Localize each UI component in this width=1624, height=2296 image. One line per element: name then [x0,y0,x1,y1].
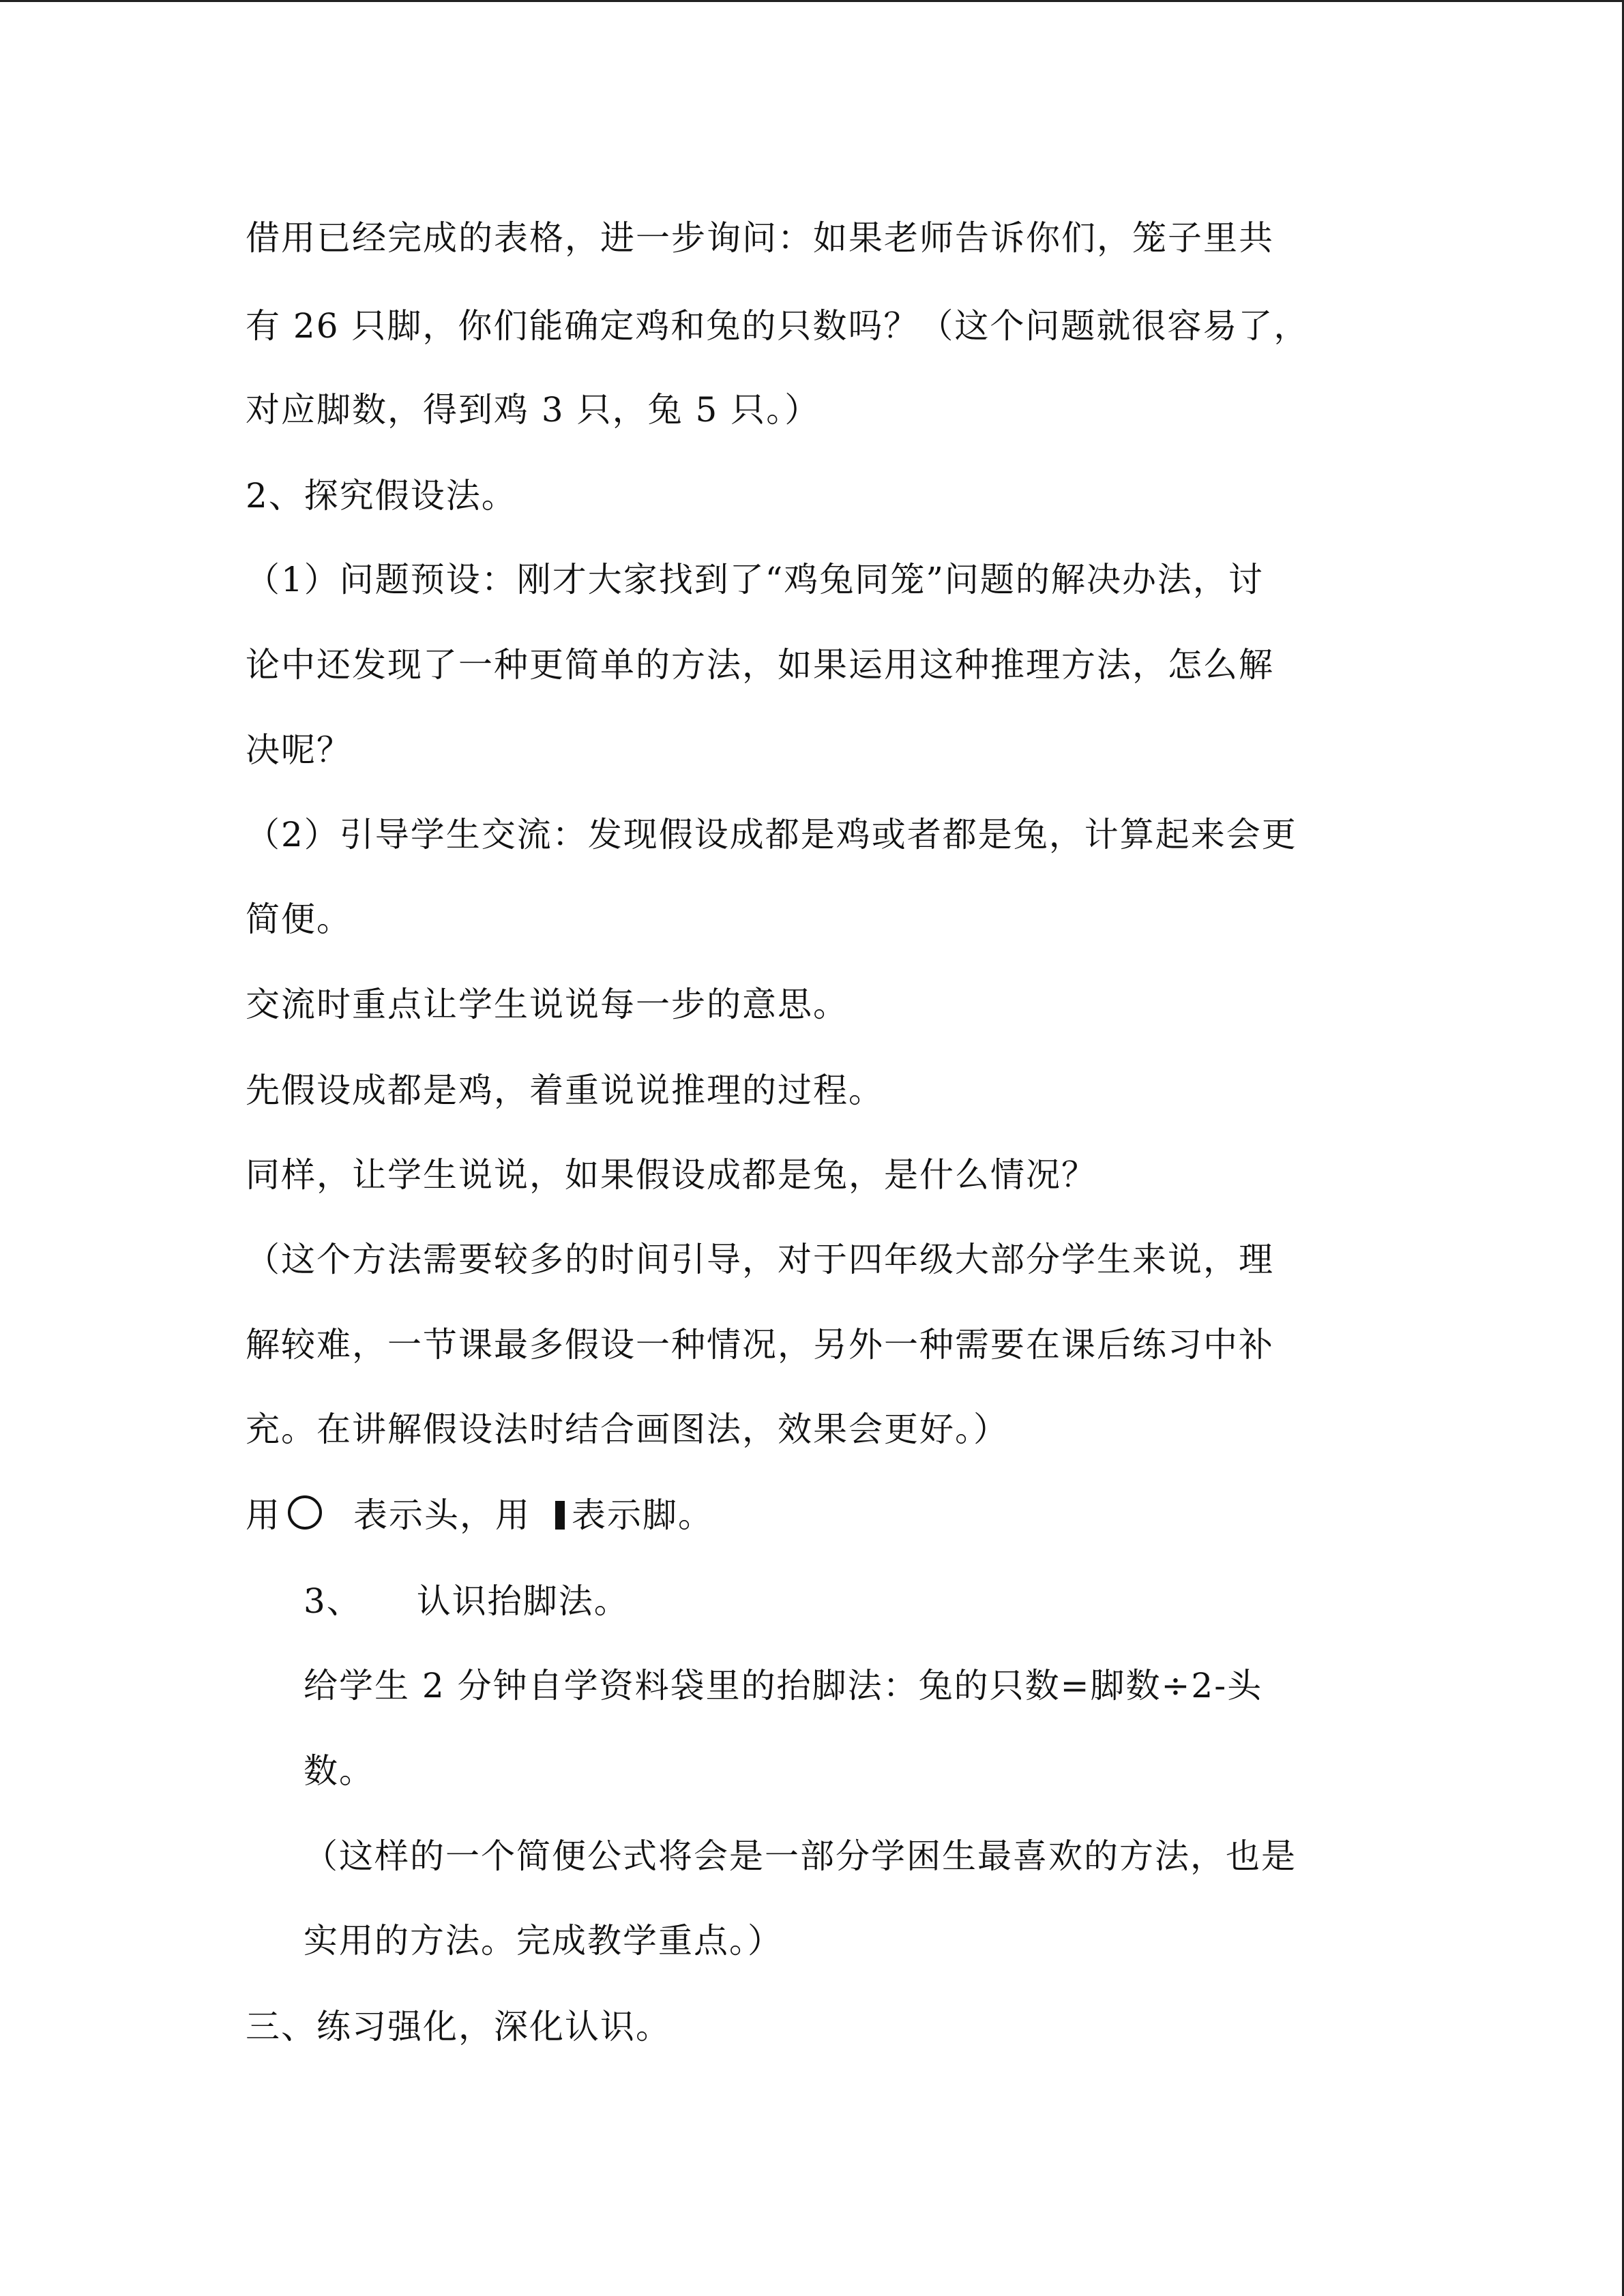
text-line: 先假设成都是鸡，着重说说推理的过程。 [246,1071,884,1110]
top-border [0,0,1624,2]
text-line: 论中还发现了一种更简单的方法，如果运用这种推理方法，怎么解 [246,645,1274,685]
head-symbol-text: 表示头，用 [353,1495,531,1535]
section-3-heading [304,1579,630,1623]
foot-symbol-text: 表示脚。 [572,1495,713,1535]
text-line: 决呢？ [246,730,352,770]
text-line: 解较难，一节课最多假设一种情况，另外一种需要在课后练习中补 [246,1325,1274,1365]
symbol-legend-line [246,1493,713,1537]
text-line: 数。 [304,1751,374,1791]
text-line: 同样，让学生说说，如果假设成都是兔，是什么情况？ [246,1155,1097,1195]
section-3-title: 认识抬脚法。 [416,1581,630,1621]
text-line: 借用已经完成的表格，进一步询问：如果老师告诉你们，笼子里共 [246,218,1274,258]
foot-bar-icon [555,1501,565,1530]
text-line: （1）问题预设：刚才大家找到了“鸡兔同笼”问题的解决办法，讨 [246,560,1264,599]
symbol-prefix: 用 [246,1495,281,1535]
text-line: （2）引导学生交流：发现假设成都是鸡或者都是兔，计算起来会更 [246,815,1297,854]
text-line: 给学生 2 分钟自学资料袋里的抬脚法：兔的只数=脚数÷2-头 [304,1666,1263,1705]
text-line: 充。在讲解假设法时结合画图法，效果会更好。） [246,1410,1009,1449]
text-line: 简便。 [246,899,352,939]
head-circle-icon [288,1495,322,1530]
text-line: （这样的一个简便公式将会是一部分学困生最喜欢的方法，也是 [304,1836,1297,1876]
text-line: 对应脚数，得到鸡 3 只，兔 5 只。） [246,390,821,430]
text-line: （这个方法需要较多的时间引导，对于四年级大部分学生来说，理 [246,1240,1274,1279]
text-line: 交流时重点让学生说说每一步的意思。 [246,985,848,1024]
text-line: 有 26 只脚，你们能确定鸡和兔的只数吗？（这个问题就很容易了， [246,306,1310,346]
section-heading: 三、练习强化，深化认识。 [246,2007,671,2046]
section-3-number: 3、 [304,1581,362,1621]
subsection-heading: 2、探究假设法。 [246,476,517,516]
text-line: 实用的方法。完成教学重点。） [304,1921,783,1960]
